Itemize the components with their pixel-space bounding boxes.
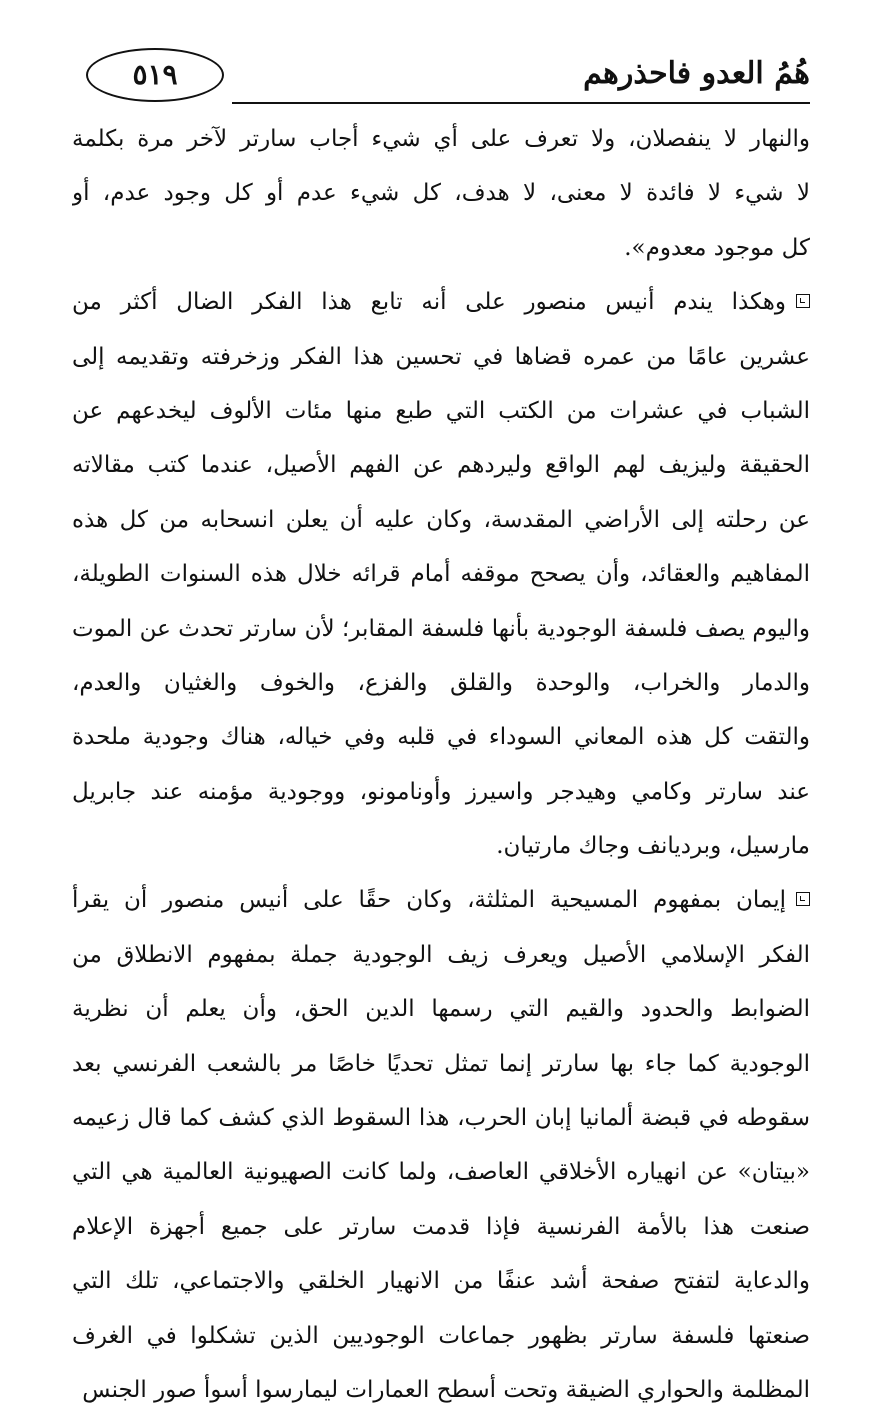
text-line [72,928,810,982]
text-line [72,1145,810,1199]
text-line-content: والدعاية لتفتح صفحة أشد عنفًا من الانهيار الخلقي والاجتماعي، تلك التي [72,1268,810,1295]
text-line [72,166,810,220]
text-line [72,1091,810,1145]
text-line-content: لا شيء لا فائدة لا معنى، لا هدف، كل شيء عدم أو كل وجود عدم، أو [72,180,810,207]
text-line [72,221,810,275]
text-line-content: إيمان بمفهوم المسيحية المثلثة، وكان حقًا على أنيس منصور أن يقرأ [72,887,786,914]
text-line [72,602,810,656]
text-line-content: المفاهيم والعقائد، وأن يصحح موقفه أمام قرائه خلال هذه السنوات الطويلة، [72,561,810,588]
text-line-content: عند سارتر وكامي وهيدجر واسيرز وأونامونو، ووجودية مؤمنه عند جابريل [72,778,810,805]
text-line [72,1037,810,1091]
text-line-content: عشرين عامًا من عمره قضاها في تحسين هذا الفكر وزخرفته وتقديمه إلى [72,343,810,370]
text-line-content: والتقت كل هذه المعاني السوداء في قلبه وفي خياله، هناك وجودية ملحدة [72,724,810,751]
page-number: ٥١٩ [132,58,178,91]
text-line-content: الضوابط والحدود والقيم التي رسمها الدين الحق، وأن يعلم أن نظرية [72,996,810,1023]
text-line [72,656,810,710]
text-line [72,275,810,329]
text-line-content: «بيتان» عن انهياره الأخلاقي العاصف، ولما كانت الصهيونية العالمية هي التي [72,1159,810,1186]
text-line [72,1363,810,1417]
text-line-content: عن رحلته إلى الأراضي المقدسة، وكان عليه أن يعلن انسحابه من كل هذه [72,506,810,533]
text-line-content: صنعت هذا بالأمة الفرنسية فإذا قدمت سارتر على جميع أجهزة الإعلام [72,1213,810,1240]
text-line [72,112,810,166]
text-line-content: واليوم يصف فلسفة الوجودية بأنها فلسفة المقابر؛ لأن سارتر تحدث عن الموت [72,615,810,642]
text-line [72,873,810,927]
text-line [72,1309,810,1363]
text-line [72,438,810,492]
header-rule [232,102,810,104]
text-line-content: صنعتها فلسفة سارتر بظهور جماعات الوجوديين الذين تشكلوا في الغرف [72,1322,810,1349]
text-line [72,710,810,764]
page-header [72,44,810,106]
text-line-content: مارسيل، وبرديانف وجاك مارتيان. [496,833,810,860]
text-line [72,493,810,547]
text-line-content: الشباب في عشرات من الكتب التي طبع منها مئات الألوف ليخدعهم عن [72,397,810,424]
paragraph-marker-icon [796,294,810,308]
text-line [72,547,810,601]
paragraph-marker-icon [796,892,810,906]
text-line [72,1254,810,1308]
text-line-content: الفكر الإسلامي الأصيل ويعرف زيف الوجودية جملة بمفهوم الانطلاق من [72,941,810,968]
text-line-content: الحقيقة وليزيف لهم الواقع وليردهم عن الفهم الأصيل، عندما كتب مقالاته [72,452,810,479]
running-title: هُمُ العدو فاحذرهم [583,56,810,91]
text-line [72,982,810,1036]
text-line [72,384,810,438]
text-line-content: الوجودية كما جاء بها سارتر إنما تمثل تحديًا خاصًا مر بالشعب الفرنسي بعد [72,1050,810,1077]
text-line [72,1200,810,1254]
text-line-content: وهكذا يندم أنيس منصور على أنه تابع هذا الفكر الضال أكثر من [72,289,786,316]
body-text [72,112,810,1417]
text-line-content: سقوطه في قبضة ألمانيا إبان الحرب، هذا السقوط الذي كشف كما قال زعيمه [72,1105,810,1132]
text-line-content: والدمار والخراب، والوحدة والقلق والفزع، والخوف والغثيان والعدم، [72,669,810,696]
text-line-content: كل موجود معدوم». [624,234,810,261]
text-line [72,819,810,873]
text-line [72,330,810,384]
text-line-content: والنهار لا ينفصلان، ولا تعرف على أي شيء أجاب سارتر لآخر مرة بكلمة [72,126,810,152]
text-line-content: المظلمة والحواري الضيقة وتحت أسطح العمارات ليمارسوا أسوأ صور الجنس [82,1376,810,1403]
text-line [72,765,810,819]
